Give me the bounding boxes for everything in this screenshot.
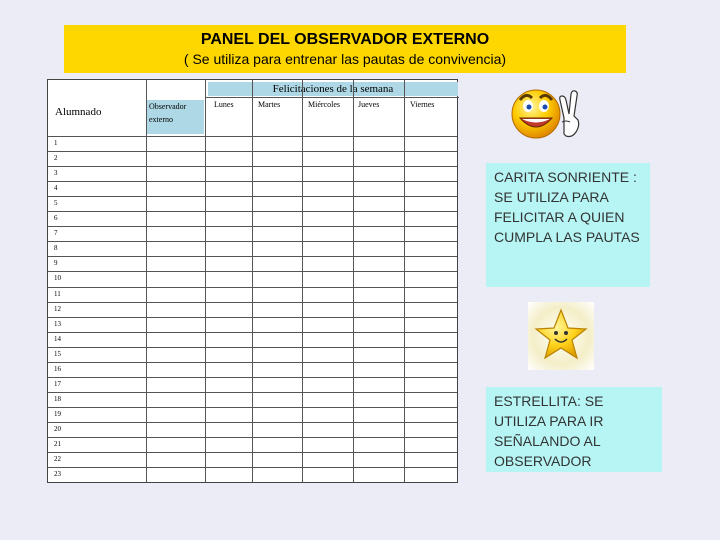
- row-divider: [48, 452, 457, 453]
- page-subtitle: ( Se utiliza para entrenar las pautas de convivencia): [183, 51, 507, 67]
- row-divider: [48, 226, 457, 227]
- row-divider: [48, 271, 457, 272]
- row-divider: [48, 302, 457, 303]
- column-header-observador: Observador externo: [146, 100, 204, 134]
- row-divider: [48, 196, 457, 197]
- row-number: 10: [54, 274, 61, 283]
- row-divider: [48, 181, 457, 182]
- row-number: 4: [54, 184, 58, 193]
- row-divider: [48, 256, 457, 257]
- row-divider: [48, 422, 457, 423]
- row-divider: [48, 241, 457, 242]
- observation-table: [47, 79, 458, 483]
- row-divider: [48, 392, 457, 393]
- row-number: 16: [54, 364, 61, 373]
- row-number: 13: [54, 319, 61, 328]
- row-number: 7: [54, 229, 58, 238]
- row-number: 18: [54, 394, 61, 403]
- smiley-callout: CARITA SONRIENTE : SE UTILIZA PARA FELICITAR A QUIEN CUMPLA LAS PAUTAS: [486, 163, 650, 287]
- row-number: 6: [54, 214, 58, 223]
- row-number: 15: [54, 349, 61, 358]
- row-number: 5: [54, 199, 58, 208]
- row-divider: [48, 166, 457, 167]
- row-number: 14: [54, 334, 61, 343]
- row-number: 17: [54, 379, 61, 388]
- row-number: 20: [54, 424, 61, 433]
- row-divider: [48, 151, 457, 152]
- column-header-alumnado: Alumnado: [55, 106, 102, 118]
- week-header: Felicitaciones de la semana: [208, 82, 458, 96]
- row-divider: [48, 211, 457, 212]
- row-number: 23: [54, 470, 61, 479]
- row-divider: [48, 287, 457, 288]
- star-callout: ESTRELLITA: SE UTILIZA PARA IR SEÑALANDO AL OBSERVADOR: [486, 387, 662, 472]
- header-divider: [48, 136, 457, 137]
- row-number: 21: [54, 440, 61, 448]
- week-header-divider: [205, 97, 459, 98]
- row-number: 9: [54, 259, 58, 268]
- title-banner: [64, 25, 626, 73]
- row-divider: [48, 317, 457, 318]
- smiling-star-icon: [528, 302, 594, 370]
- row-number: 2: [54, 154, 58, 163]
- row-number: 19: [54, 409, 61, 418]
- column-header-lunes: Lunes: [214, 100, 234, 109]
- row-divider: [48, 347, 457, 348]
- row-divider: [48, 362, 457, 363]
- column-header-jueves: Jueves: [358, 100, 380, 109]
- page-title: PANEL DEL OBSERVADOR EXTERNO: [200, 31, 490, 48]
- row-divider: [48, 407, 457, 408]
- row-number: 12: [54, 304, 61, 313]
- row-number: 1: [54, 139, 58, 147]
- row-number: 22: [54, 455, 61, 464]
- column-header-martes: Martes: [258, 100, 281, 109]
- row-number: 8: [54, 244, 58, 253]
- column-header-viernes: Viernes: [410, 100, 435, 109]
- column-header-miercoles: Miércoles: [308, 100, 340, 109]
- row-divider: [48, 332, 457, 333]
- row-number: 3: [54, 169, 58, 178]
- row-divider: [48, 467, 457, 468]
- row-divider: [48, 377, 457, 378]
- smiley-face-victory-icon: [508, 82, 588, 146]
- row-divider: [48, 437, 457, 438]
- row-number: 11: [54, 289, 61, 298]
